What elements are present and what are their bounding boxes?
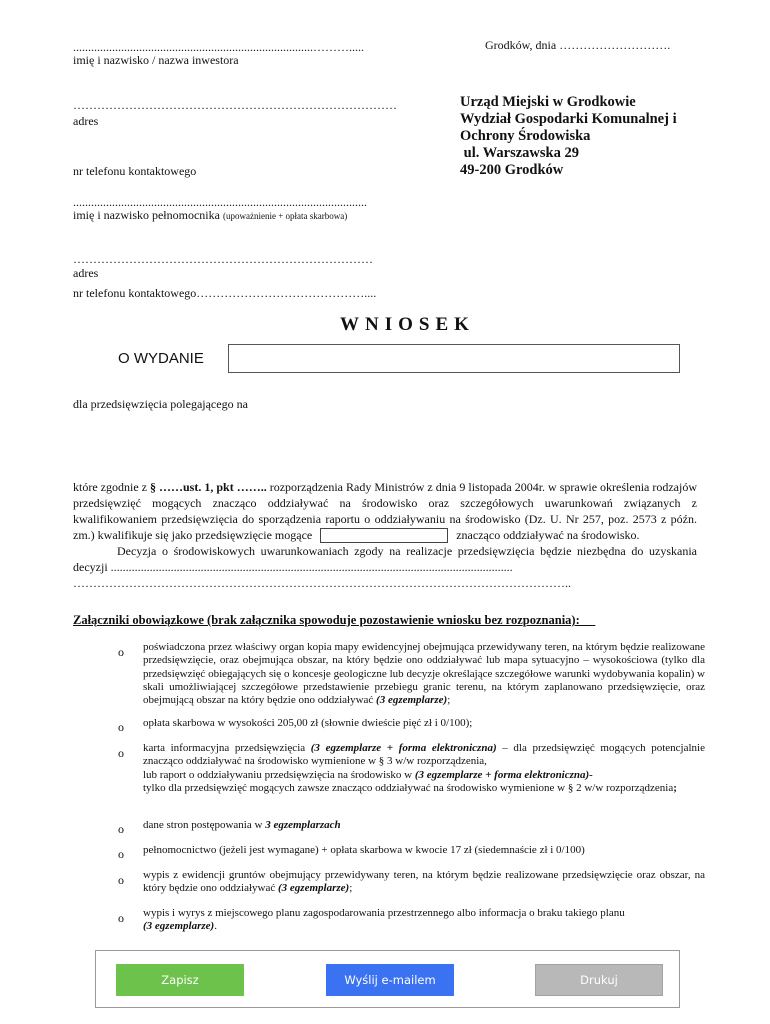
action-bar (95, 950, 680, 1008)
project-label: dla przedsięwzięcia polegającego na (73, 397, 248, 411)
proxy-address-label: adres (73, 266, 99, 280)
significance-input[interactable] (320, 528, 448, 543)
print-button[interactable]: Drukuj (535, 964, 663, 996)
bullet: o (118, 720, 124, 734)
decision-dots[interactable]: …………………………………………………………………………………………………………….. (73, 576, 571, 590)
regulation-text (73, 479, 697, 543)
attachment-map-end: ; (447, 694, 451, 707)
attachment-item-land-register (143, 869, 705, 896)
attachment-card-d: tylko dla przedsięwzięć mogących zawsze znacząco oddziaływać na środowisko wymienione w § 2 w/w rozporządzenia (143, 781, 674, 794)
attachment-land-copies: (3 egzemplarze) (278, 882, 350, 895)
attachment-item-parties (143, 819, 705, 832)
send-email-button[interactable]: Wyślij e-mailem (326, 964, 454, 996)
bullet: o (118, 822, 124, 836)
phone-label: nr telefonu kontaktowego (73, 164, 197, 178)
proxy-address-field[interactable]: ………………………………………………………………… (73, 252, 373, 266)
attachments-heading: Załączniki obowiązkowe (brak załącznika spowoduje pozostawienie wniosku bez rozpoznania): (73, 613, 596, 627)
attachment-map-copies: (3 egzemplarze) (376, 694, 448, 707)
attachment-map-text: poświadczona przez właściwy organ kopia mapy ewidencyjnej obejmująca przewidywany teren, na którym będzie realizowane przedsięwzięcie, oraz obejmująca obszar, na który będzie ono oddziaływać lub mapa sytuacyjno – wysokościowa (tylko dla przedsięwzięć obiegających się o koncesje geologiczne lub decyzje określające szczegółowe warunki wydobywania kopalin) w skali umożliwiającej szczegółowe przedstawienie przebiegu granic terenu, na którym zaplanowano przedsięwzięcie, oraz obejmującą obszar na który będzie ono oddziaływać (143, 641, 705, 707)
attachment-item-map (143, 641, 705, 707)
office-address (460, 94, 677, 179)
attachment-item-zoning-plan (143, 907, 705, 934)
owydanie-input[interactable] (228, 344, 680, 373)
date-field[interactable]: Grodków, dnia ………………………. (485, 38, 671, 52)
regulation-text-c: rozporządzenia Rady Ministrów z dnia 9 listopada 2004r. w sprawie określenia rodzajów przedsięwzięć mogących znacząco oddziaływać na środowisko oraz szczegółowych uwarunkowań związanych z kwalifikowaniem przedsięwzięcia do sporządzenia raportu o oddziaływaniu na środowisko (Dz. U. Nr 257, poz. 2573 z późn. zm.) kwalifikuje się jako przedsięwzięcie mogące (73, 480, 698, 542)
attachment-land-end: ; (349, 882, 353, 895)
regulation-paragraph-ref[interactable]: § ……ust. 1, pkt …….. (150, 480, 267, 494)
bullet: o (118, 873, 124, 887)
attachment-card-a: karta informacyjna przedsięwzięcia (143, 742, 311, 754)
proxy-note: (upoważnienie + opłata skarbowa) (222, 211, 348, 221)
attachment-poa-text: pełnomocnictwo (jeżeli jest wymagane) + opłata skarbowa w kwocie 17 zł (siedemnaście zł i 0/100) (143, 844, 585, 856)
attachment-card-copies: (3 egzemplarze + forma elektroniczna) (310, 742, 497, 754)
attachment-zoning-copies: (3 egzemplarze) (143, 920, 215, 933)
proxy-name-field[interactable]: .................................................................................................. (73, 195, 367, 209)
attachment-fee-text: opłata skarbowa w wysokości 205,00 zł (słownie dwieście pięć zł i 0/100); (143, 717, 473, 729)
attachment-report-copies: (3 egzemplarze + forma elektroniczna)- (414, 768, 593, 781)
attachment-land-text: wypis z ewidencji gruntów obejmujący przewidywany teren, na którym będzie realizowane przedsięwzięcie oraz obszar, na który będzie ono oddziaływać (143, 869, 705, 895)
proxy-name-label (73, 208, 347, 223)
regulation-text-d: znacząco oddziaływać na środowisko. (456, 528, 640, 542)
investor-name-label: imię i nazwisko / nazwa inwestora (73, 53, 239, 67)
owydanie-label: O WYDANIE (118, 350, 204, 367)
office-line-2: Wydział Gospodarki Komunalnej i (460, 111, 677, 127)
bullet: o (118, 847, 124, 861)
attachment-zoning-text: wypis i wyrys z miejscowego planu zagospodarowania przestrzennego albo informacja o braku takiego planu (143, 907, 625, 919)
proxy-phone-field[interactable]: nr telefonu kontaktowego…………………………………….... (73, 286, 377, 300)
address-field[interactable]: ……………………………………………………………………… (73, 98, 397, 112)
investor-name-field[interactable]: ................................................................................………..... (73, 40, 364, 54)
office-line-5: 49-200 Grodków (460, 162, 564, 178)
document-title: WNIOSEK (340, 314, 475, 335)
attachment-card-b: – dla przedsięwzięć mogących potencjalnie znacząco oddziaływać na środowisko wymienione w § 3 w/w rozporządzenia, (143, 742, 705, 768)
attachment-item-power-of-attorney (143, 844, 705, 857)
regulation-paragraph (73, 479, 697, 591)
attachment-parties-copies: 3 egzemplarzach (265, 819, 341, 831)
decision-text: Decyzja o środowiskowych uwarunkowaniach zgody na realizacje przedsięwzięcia będzie niezbędna do uzyskania decyzji ...................................................................................................................................... (73, 544, 697, 574)
save-button[interactable]: Zapisz (116, 964, 244, 996)
regulation-text-a: które zgodnie z (73, 480, 150, 494)
bullet: o (118, 911, 124, 925)
address-label: adres (73, 114, 99, 128)
attachment-zoning-end: . (214, 920, 217, 933)
office-line-4: ul. Warszawska 29 (460, 145, 579, 161)
attachment-parties-text: dane stron postępowania w (143, 819, 266, 831)
office-line-1: Urząd Miejski w Grodkowie (460, 94, 636, 110)
attachment-item-fee (143, 717, 705, 730)
attachment-card-c: lub raport o oddziaływaniu przedsięwzięcia na środowisko w (143, 768, 415, 781)
attachment-item-card (143, 742, 705, 795)
proxy-label-text: imię i nazwisko pełnomocnika (73, 208, 220, 222)
office-line-3: Ochrony Środowiska (460, 128, 591, 144)
bullet: o (118, 645, 124, 659)
attachment-card-end: ; (673, 781, 677, 794)
bullet: o (118, 746, 124, 760)
